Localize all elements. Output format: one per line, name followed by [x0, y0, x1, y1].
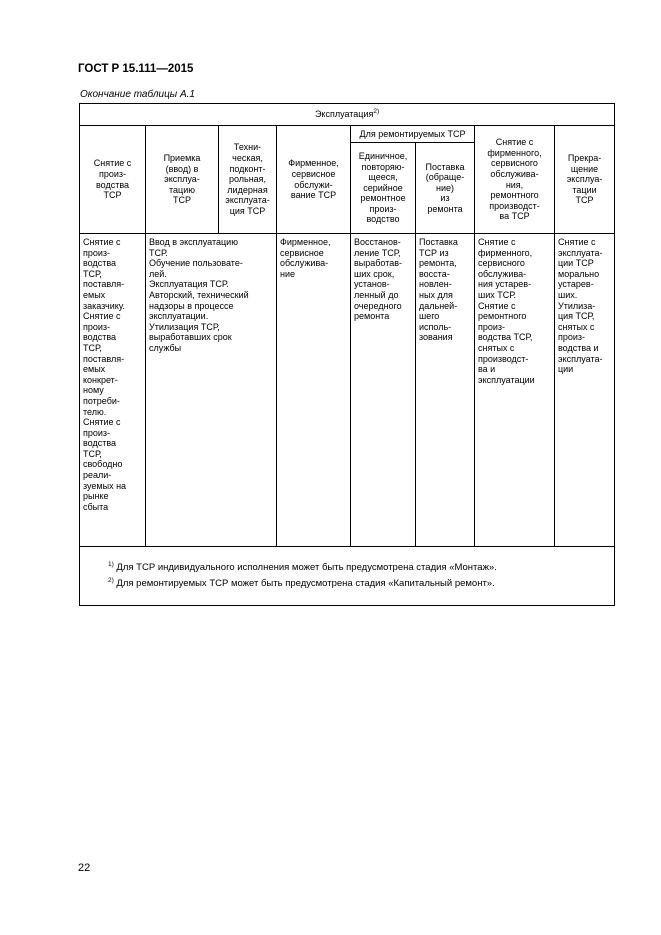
cell-line: из	[440, 193, 450, 204]
cell-line: эксплуатации	[478, 374, 535, 385]
cell-line: Фирменное,	[288, 158, 339, 169]
cell-line: Ввод в эксплуатацию	[149, 237, 238, 247]
body-col1	[80, 234, 146, 547]
cell-line: ших ТСР.	[478, 289, 517, 300]
cell-line: ному	[83, 385, 104, 396]
header-col3	[219, 126, 277, 234]
cell-line: ремонтного	[478, 311, 527, 322]
cell-line: Снятие с	[478, 300, 516, 311]
cell-line: производст-	[489, 200, 540, 211]
cell-line: Единичное,	[358, 150, 408, 161]
cell-line: фирменного,	[487, 147, 542, 158]
cell-line: выработав-	[354, 258, 403, 269]
cell-line: поставля-	[83, 353, 125, 364]
cell-line: ление ТСР,	[354, 247, 401, 258]
body-col7	[475, 234, 555, 547]
cell-line: эксплуата-	[558, 247, 603, 258]
cell-line: эксплуата-	[558, 353, 603, 364]
cell-line: ния,	[505, 179, 524, 190]
cell-line: выработавших срок	[149, 332, 232, 343]
cell-line: щение	[570, 163, 599, 174]
cell-line: произ-	[558, 332, 586, 343]
cell-line: ТСР,	[83, 342, 102, 353]
cell-line: очередного	[354, 300, 402, 311]
cell-line: Обучение пользовате-	[149, 258, 243, 269]
cell-line: конкрет-	[83, 374, 118, 385]
subgroup-header-repairable: Для ремонтируемых ТСР	[351, 126, 475, 143]
cell-line: ТСР	[173, 195, 191, 206]
cell-line: поставля-	[83, 279, 125, 290]
cell-line: ших.	[558, 289, 578, 300]
cell-line: ленный до	[354, 289, 399, 300]
cell-line: ших срок,	[354, 268, 395, 279]
cell-line: произ-	[478, 321, 506, 332]
cell-line: емых	[83, 289, 106, 300]
cell-line: произ-	[83, 247, 111, 258]
cell-line: эксплуа-	[566, 174, 603, 185]
lifecycle-table	[79, 103, 615, 606]
cell-line: ТСР.	[149, 247, 168, 258]
standard-designation: ГОСТ Р 15.111—2015	[78, 63, 194, 75]
cell-line: обслужи-	[294, 179, 333, 190]
cell-line: зования	[419, 332, 453, 343]
cell-line: водства и	[558, 342, 599, 353]
page-number: 22	[78, 862, 91, 874]
cell-line: ремонтное	[360, 193, 406, 204]
cell-line: (ввод) в	[165, 163, 199, 174]
cell-line: водство	[366, 214, 400, 225]
cell-line: ния устарев-	[478, 279, 532, 290]
cell-line: ремонта	[354, 311, 390, 322]
cell-line: ции	[558, 364, 574, 375]
cell-line: щееся,	[368, 172, 398, 183]
cell-line: Восстанов-	[354, 237, 401, 247]
cell-line: тацию	[169, 184, 195, 195]
cell-line: ремонтного	[490, 190, 539, 201]
header-col2	[146, 126, 219, 234]
cell-line: водства	[83, 332, 117, 343]
cell-line: ТСР	[575, 195, 594, 206]
cell-line: эксплуатации.	[149, 311, 209, 322]
cell-line: водства	[83, 258, 117, 269]
cell-line: (обраще-	[425, 172, 465, 183]
cell-line: Утилиза-	[558, 300, 596, 311]
cell-line: рынке	[83, 491, 109, 502]
cell-line: Утилизация ТСР,	[149, 321, 220, 332]
header-col4	[277, 126, 351, 234]
cell-line: Снятие с	[93, 158, 132, 169]
cell-line: ремонта,	[419, 258, 457, 269]
body-col23	[146, 234, 277, 547]
cell-line: серийное	[363, 182, 403, 193]
cell-line: водства ТСР,	[478, 332, 533, 343]
cell-line: восста-	[419, 268, 450, 279]
cell-line: исполь-	[419, 321, 452, 332]
header-col1	[80, 126, 146, 234]
cell-line: ва и	[478, 364, 496, 375]
cell-line: обслужива-	[478, 268, 527, 279]
cell-line: Снятие с	[558, 237, 596, 247]
cell-line: ТСР,	[83, 268, 102, 279]
cell-line: лидерная	[227, 184, 268, 195]
body-col4	[277, 234, 351, 547]
cell-line: ция ТСР,	[558, 311, 595, 322]
cell-line: Эксплуатация ТСР.	[149, 279, 229, 290]
header-col6	[416, 143, 475, 234]
cell-line: водства	[95, 179, 130, 190]
cell-line: лей.	[149, 268, 167, 279]
header-col7	[475, 126, 555, 234]
cell-line: телю.	[83, 406, 107, 417]
cell-line: ТСР	[103, 190, 122, 201]
cell-line: Техни-	[233, 142, 262, 153]
cell-line: произ-	[98, 168, 127, 179]
cell-line: Фирменное,	[280, 237, 331, 247]
body-col6	[416, 234, 475, 547]
cell-line: эксплуа-	[164, 174, 200, 185]
cell-line: морально	[558, 268, 600, 279]
header-col5	[351, 143, 416, 234]
cell-line: обслужива-	[490, 168, 539, 179]
cell-line: реали-	[83, 470, 112, 481]
cell-line: производст-	[478, 353, 529, 364]
cell-line: вание ТСР	[290, 190, 337, 201]
cell-line: надзоры в процессе	[149, 300, 234, 311]
cell-line: ных для	[419, 289, 453, 300]
cell-line: зуемых на	[83, 480, 127, 491]
cell-line: эксплуата-	[225, 195, 270, 206]
cell-line: сервисного	[491, 158, 538, 169]
group-header-operation: Эксплуатация$^{2)}$	[80, 104, 615, 126]
cell-line: произ-	[83, 321, 111, 332]
header-col8	[555, 126, 615, 234]
cell-line: ние	[280, 268, 296, 279]
cell-line: Снятие с	[83, 311, 121, 322]
cell-line: тации	[572, 184, 597, 195]
cell-line: емых	[83, 364, 106, 375]
cell-line: устарев-	[558, 279, 594, 290]
cell-line: Поставка	[419, 237, 458, 247]
cell-line: сбыта	[83, 501, 109, 512]
cell-line: ремонта	[427, 203, 463, 214]
cell-line: ции ТСР	[558, 258, 594, 269]
cell-line: Снятие с	[83, 417, 121, 428]
cell-line: сервисного	[478, 258, 525, 269]
cell-line: ТСР из	[419, 247, 449, 258]
cell-line: рольная,	[228, 174, 267, 185]
cell-line: Снятие с	[83, 237, 121, 247]
cell-line: ва ТСР	[499, 211, 530, 222]
cell-line: сервисное	[280, 247, 324, 258]
table-notes	[80, 547, 615, 606]
cell-line: сервисное	[291, 168, 336, 179]
cell-line: Снятие с	[495, 137, 534, 148]
cell-line: произ-	[369, 203, 397, 214]
cell-line: службы	[149, 342, 182, 353]
note-2: $^{2)}$ Для ремонтируемых ТСР может быть предусмотрена стадия «Капитальный ремонт».	[108, 576, 495, 589]
cell-line: Поставка	[425, 161, 465, 172]
cell-line: повторяю-	[361, 161, 405, 172]
cell-line: установ-	[354, 279, 390, 290]
cell-line: ческая,	[232, 153, 263, 164]
body-col5	[351, 234, 416, 547]
cell-line: заказчику.	[83, 300, 125, 311]
cell-line: обслужива-	[280, 258, 329, 269]
cell-line: Авторский, технический	[149, 289, 249, 300]
cell-line: фирменного,	[478, 247, 533, 258]
cell-line: шего	[419, 311, 440, 322]
cell-line: ТСР,	[83, 448, 102, 459]
cell-line: водства	[83, 438, 117, 449]
cell-line: Приемка	[163, 153, 201, 164]
table-caption: Окончание таблицы А.1	[80, 89, 195, 100]
cell-line: новлен-	[419, 279, 452, 290]
cell-line: свободно	[83, 459, 123, 470]
cell-line: подконт-	[229, 163, 266, 174]
cell-line: ние)	[436, 182, 454, 193]
body-col8	[555, 234, 615, 547]
cell-line: произ-	[83, 427, 111, 438]
cell-line: снятых с	[478, 342, 515, 353]
cell-line: ция ТСР	[229, 205, 266, 216]
cell-line: дальней-	[419, 300, 458, 311]
cell-line: потреби-	[83, 395, 120, 406]
note-1: $^{1)}$ Для ТСР индивидуального исполнения может быть предусмотрена стадия «Монтаж».	[108, 560, 497, 573]
cell-line: Прекра-	[567, 153, 602, 164]
cell-line: снятых с	[558, 321, 595, 332]
cell-line: Снятие с	[478, 237, 516, 247]
